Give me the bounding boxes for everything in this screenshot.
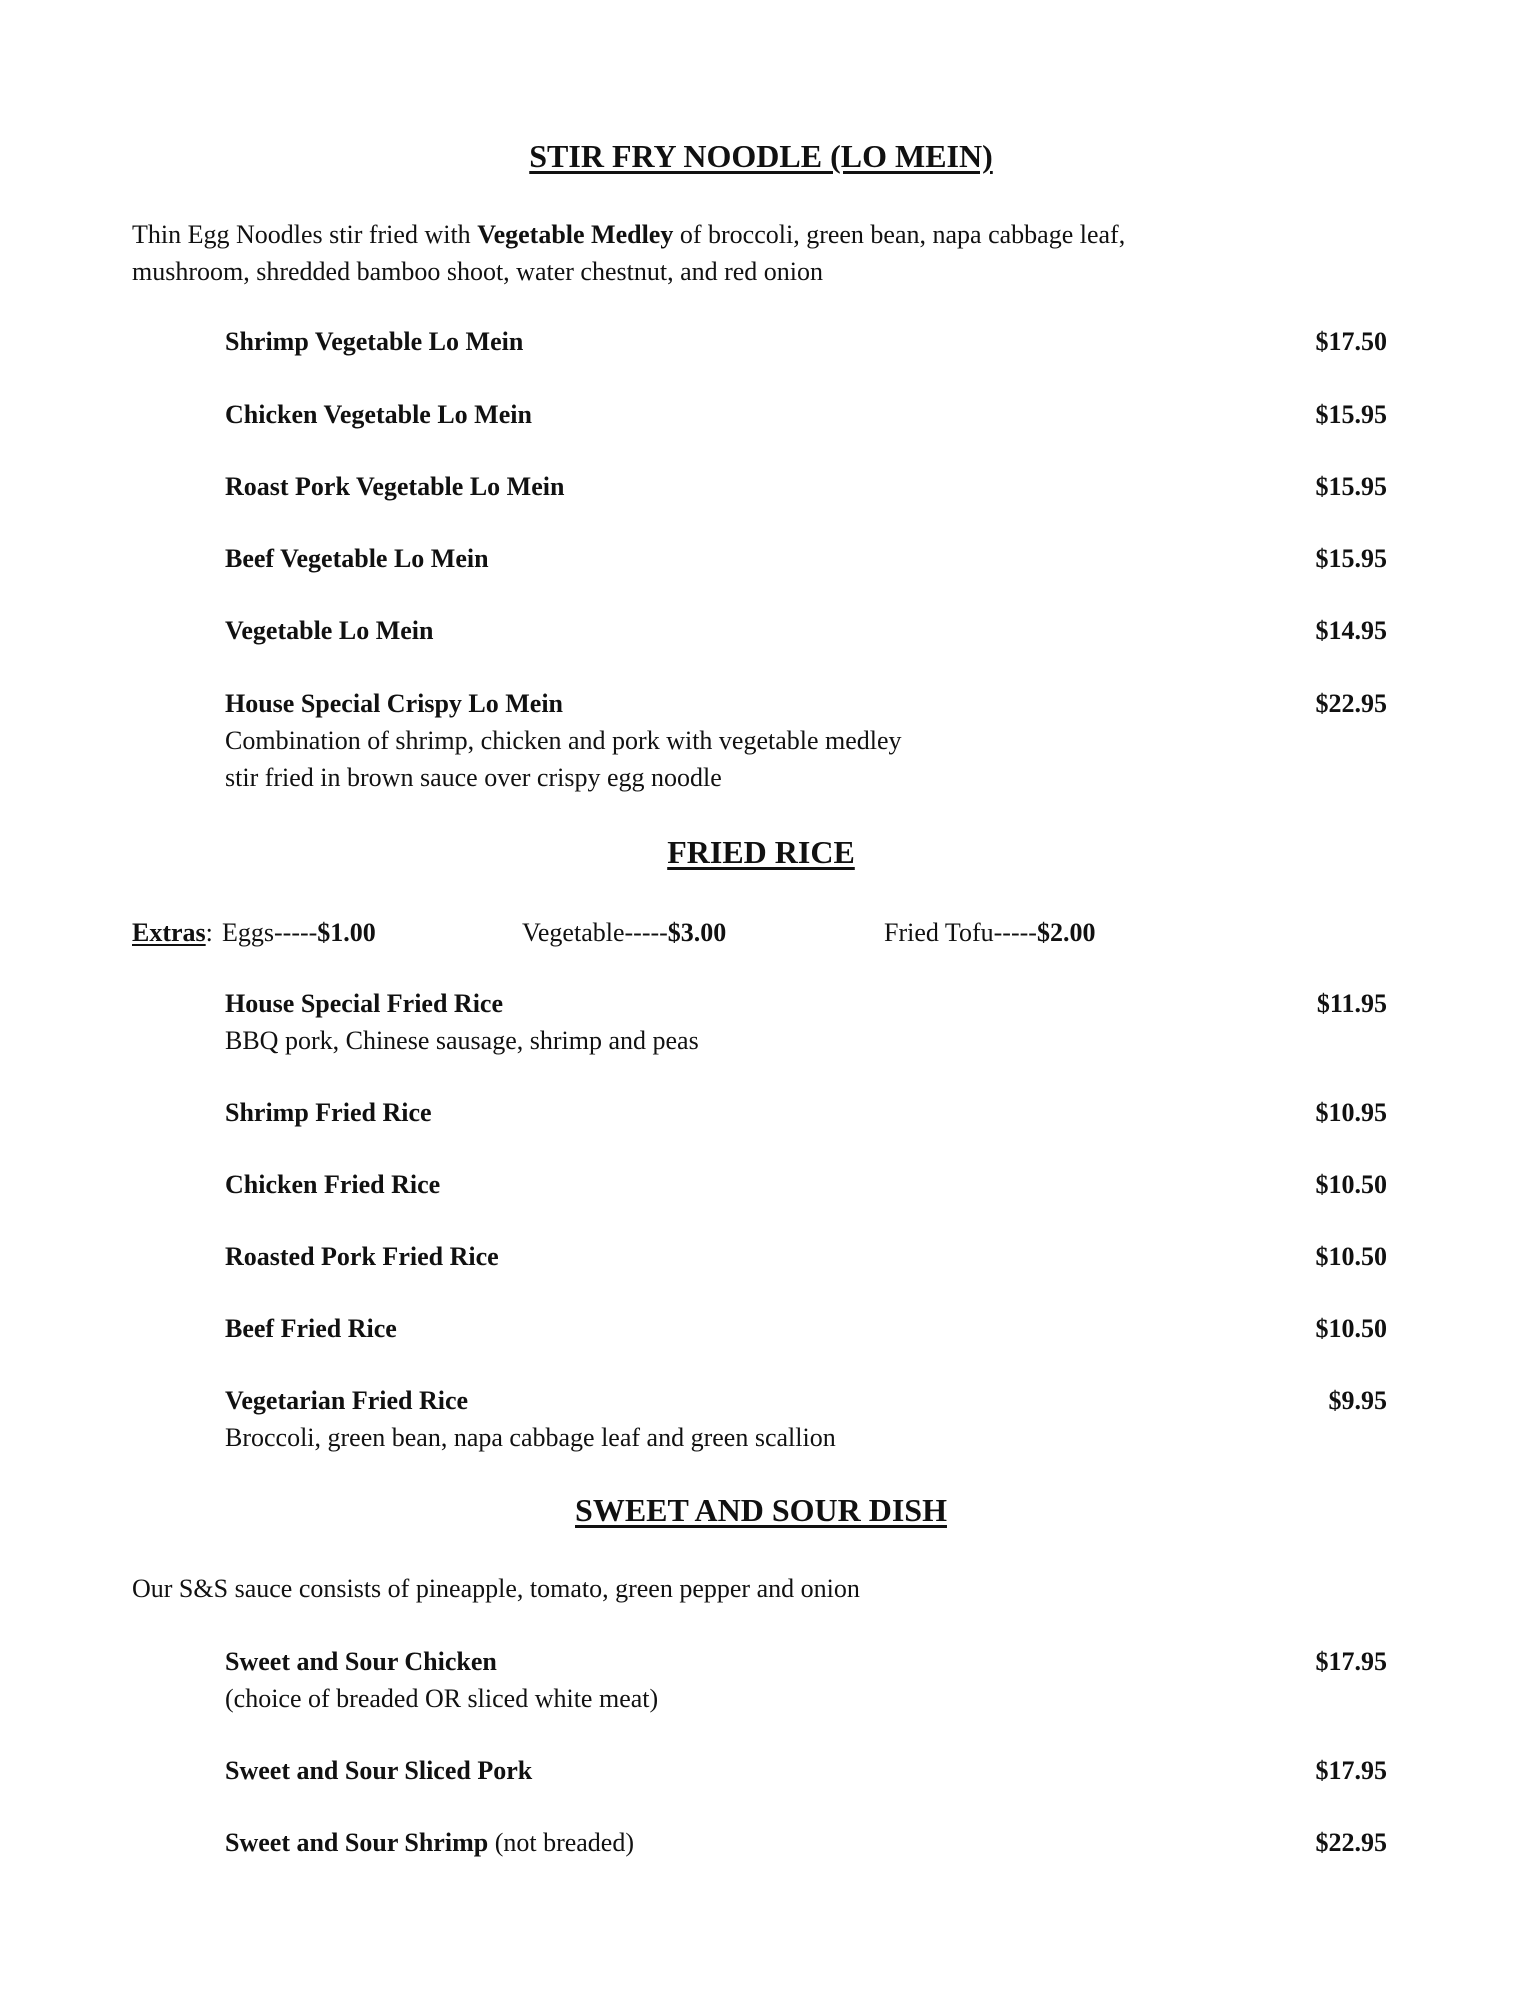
- item-name: Vegetarian Fried Rice: [225, 1386, 469, 1415]
- extra-name: Vegetable-----: [522, 918, 668, 947]
- item-price: $17.95: [1315, 1647, 1387, 1676]
- extra-fried-tofu: [884, 914, 1095, 951]
- extra-vegetable: [522, 914, 726, 951]
- lo-mein-intro-line2: mushroom, shredded bamboo shoot, water chestnut, and red onion: [132, 257, 824, 286]
- item-name: Beef Fried Rice: [225, 1314, 397, 1343]
- extras-label: [132, 914, 213, 951]
- lo-mein-intro: [132, 216, 1412, 290]
- menu-item: [225, 612, 1387, 649]
- extras-label-text: Extras: [132, 918, 206, 947]
- item-name: Sweet and Sour Chicken: [225, 1647, 497, 1676]
- fried-rice-heading: FRIED RICE: [667, 834, 855, 870]
- item-description: Combination of shrimp, chicken and pork with vegetable medley: [225, 726, 902, 755]
- extra-name: Eggs-----: [222, 918, 318, 947]
- item-description: BBQ pork, Chinese sausage, shrimp and peas: [225, 1026, 699, 1055]
- lo-mein-intro-post: of broccoli, green bean, napa cabbage leaf,: [673, 220, 1126, 249]
- menu-item: [225, 1643, 1387, 1717]
- item-price: $10.50: [1315, 1314, 1387, 1343]
- item-price: $9.95: [1328, 1386, 1387, 1415]
- item-price: $22.95: [1315, 689, 1387, 718]
- menu-item: [225, 1382, 1387, 1456]
- menu-item: [225, 1166, 1387, 1203]
- sweet-sour-heading: SWEET AND SOUR DISH: [575, 1492, 947, 1528]
- item-price: $22.95: [1315, 1828, 1387, 1857]
- item-name: Sweet and Sour Shrimp: [225, 1828, 489, 1857]
- lo-mein-intro-line1: [132, 216, 1412, 253]
- extra-eggs: [222, 914, 376, 951]
- item-price: $15.95: [1315, 400, 1387, 429]
- item-description: (choice of breaded OR sliced white meat): [225, 1684, 659, 1713]
- item-name: Beef Vegetable Lo Mein: [225, 544, 489, 573]
- menu-item: [225, 1310, 1387, 1347]
- item-description: stir fried in brown sauce over crispy egg noodle: [225, 763, 722, 792]
- item-price: $17.50: [1315, 327, 1387, 356]
- item-name: House Special Crispy Lo Mein: [225, 689, 564, 718]
- item-name: Roast Pork Vegetable Lo Mein: [225, 472, 565, 501]
- extras-colon: :: [205, 918, 213, 947]
- menu-item: [225, 396, 1387, 433]
- item-name: Shrimp Vegetable Lo Mein: [225, 327, 524, 356]
- item-price: $10.50: [1315, 1242, 1387, 1271]
- menu-item: [225, 685, 1387, 796]
- extra-price: $2.00: [1036, 918, 1096, 947]
- extra-price: $1.00: [317, 918, 376, 947]
- lo-mein-heading: STIR FRY NOODLE (LO MEIN): [529, 138, 993, 174]
- item-description: Broccoli, green bean, napa cabbage leaf and green scallion: [225, 1423, 836, 1452]
- item-price: $15.95: [1315, 472, 1387, 501]
- item-name: Roasted Pork Fried Rice: [225, 1242, 499, 1271]
- sweet-sour-intro: Our S&S sauce consists of pineapple, tomato, green pepper and onion: [132, 1574, 860, 1603]
- item-note: (not breaded): [488, 1828, 635, 1857]
- item-price: $10.50: [1315, 1170, 1387, 1199]
- item-price: $11.95: [1316, 989, 1387, 1018]
- menu-item: [225, 1094, 1387, 1131]
- item-price: $17.95: [1315, 1756, 1387, 1785]
- menu-item: [225, 1238, 1387, 1275]
- item-name: Shrimp Fried Rice: [225, 1098, 432, 1127]
- item-name: Vegetable Lo Mein: [225, 616, 434, 645]
- item-name: Chicken Vegetable Lo Mein: [225, 400, 532, 429]
- item-name: Chicken Fried Rice: [225, 1170, 441, 1199]
- menu-item: [225, 1824, 1387, 1861]
- item-name: House Special Fried Rice: [225, 989, 504, 1018]
- menu-item: [225, 1752, 1387, 1789]
- item-name: Sweet and Sour Sliced Pork: [225, 1756, 533, 1785]
- extra-price: $3.00: [667, 918, 727, 947]
- item-price: $10.95: [1315, 1098, 1387, 1127]
- item-price: $14.95: [1315, 616, 1387, 645]
- menu-item: [225, 468, 1387, 505]
- lo-mein-intro-bold: Vegetable Medley: [477, 220, 674, 249]
- menu-item: [225, 323, 1387, 360]
- menu-item: [225, 540, 1387, 577]
- extra-name: Fried Tofu-----: [884, 918, 1037, 947]
- item-price: $15.95: [1315, 544, 1387, 573]
- menu-item: [225, 985, 1387, 1059]
- lo-mein-intro-pre: Thin Egg Noodles stir fried with: [132, 220, 478, 249]
